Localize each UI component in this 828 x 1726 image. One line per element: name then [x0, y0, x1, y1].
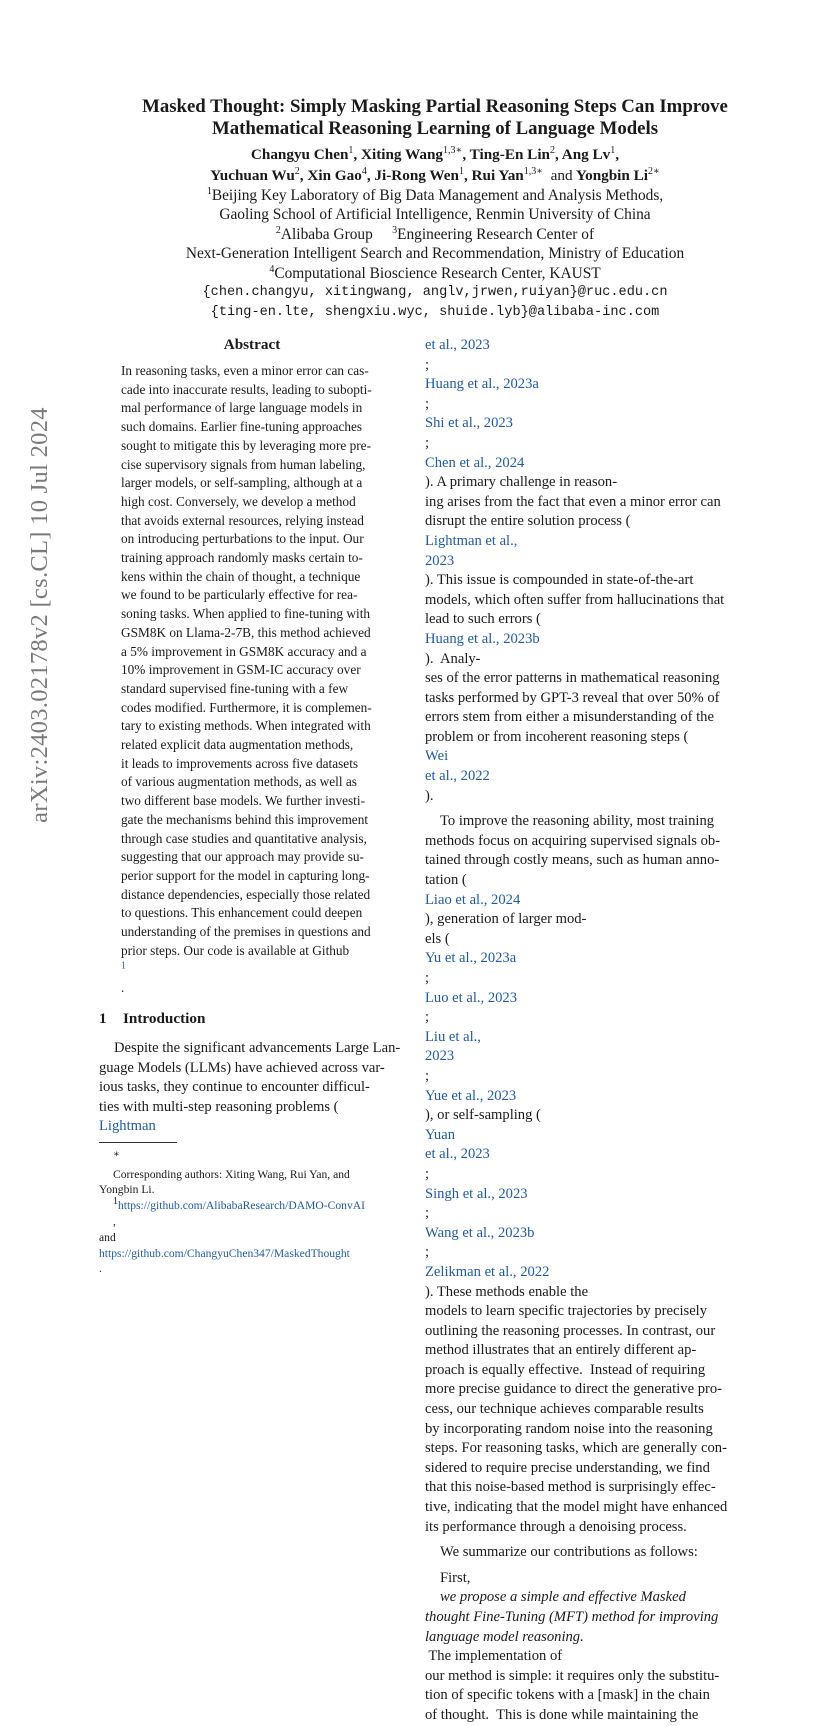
author-name: Ang Lv: [561, 146, 611, 163]
body-text: proach is equally effective. Instead of requiring: [425, 1361, 706, 1378]
abstract-line: through case studies and quantitative analysis,: [121, 830, 367, 846]
citation-link[interactable]: 2023: [425, 552, 455, 569]
paragraph-continued: [425, 336, 731, 806]
intro-text: ties with multi-step reasoning problems (: [99, 1098, 339, 1115]
paper-title: [90, 96, 780, 140]
paragraph-contribution-first: [425, 1569, 731, 1726]
intro-line: [99, 1098, 405, 1137]
body-text: tasks performed by GPT-3 reveal that over 50% of: [425, 689, 720, 706]
body-text: models to learn specific trajectories by precisely: [425, 1303, 708, 1320]
paper-header: [90, 96, 780, 323]
author-name: Ting-En Lin: [469, 146, 550, 163]
right-column: [425, 336, 731, 1726]
text-line: [425, 336, 731, 454]
citation-link[interactable]: et al., 2023: [425, 337, 490, 353]
body-text: tation (: [425, 872, 467, 889]
text-line: [425, 1302, 731, 1322]
abstract-line: on introducing perturbations to the input. Our: [121, 531, 364, 547]
body-text: tained through costly means, such as human anno-: [425, 852, 720, 869]
body-text: steps. For reasoning tasks, which are generally con-: [425, 1440, 727, 1457]
abstract-heading: Abstract: [223, 336, 281, 353]
footnote-text: Corresponding authors: Xiting Wang, Rui Yan, and: [113, 1167, 350, 1181]
body-text: ). This issue is compounded in state-of-the-art: [425, 572, 694, 589]
author-line-2: Yuchuan Wu$^2$, Xin Gao$^4$, Ji-Rong Wen$^1$, Rui Yan$^{1,3∗}$ and Yongbin $Li^{2∗}$: [210, 165, 660, 184]
citation-link[interactable]: Yu et al., 2023a: [425, 950, 517, 967]
body-text: ), generation of larger mod-: [425, 911, 587, 928]
title-line-1: Masked Thought: Simply Masking Partial Reasoning Steps Can Improve: [142, 96, 728, 117]
text-line: [425, 1478, 731, 1498]
body-text: The implementation of: [425, 1648, 563, 1665]
citation-link[interactable]: et al., 2022: [425, 768, 490, 785]
intro-paragraph: [99, 1039, 405, 1137]
github-link-damo[interactable]: https://github.com/AlibabaResearch/DAMO-ConvAI: [118, 1199, 365, 1213]
abstract-line: tary to existing methods. When integrated with: [121, 718, 371, 734]
citation-link[interactable]: 2023: [425, 1048, 455, 1065]
abstract-line: larger models, or self-sampling, although at a: [121, 475, 363, 491]
text-line: [425, 1047, 731, 1145]
abstract-line: suggesting that our approach may provide su-: [121, 849, 364, 865]
body-text: ), or self-sampling (: [425, 1107, 541, 1124]
text-line: [425, 1459, 731, 1479]
citation-link[interactable]: Luo et al., 2023: [425, 989, 518, 1006]
intro-text: Despite the significant advancements Large Lan-: [114, 1039, 401, 1056]
abstract-line: it leads to improvements across five datasets: [121, 755, 359, 771]
abstract-line: GSM8K on Llama-2-7B, this method achieved: [121, 624, 371, 640]
text-line: [425, 1608, 731, 1628]
author-name: Rui Yan: [471, 167, 524, 184]
emphasis-text: we propose a simple and effective Masked: [440, 1589, 686, 1606]
section-heading-introduction: [99, 1009, 405, 1029]
intro-line: [99, 1078, 405, 1098]
abstract-line: sought to mitigate this by leveraging more pre-: [121, 437, 371, 453]
arxiv-watermark: [20, 375, 60, 855]
body-text: more precise guidance to direct the generative pro-: [425, 1381, 723, 1398]
body-text: its performance through a denoising process.: [425, 1518, 687, 1535]
body-text: ;: [425, 1165, 433, 1182]
author-affil-mark: 1,3∗: [443, 144, 463, 156]
abstract-line: cade into inaccurate results, leading to subopti-: [121, 381, 372, 397]
abstract-line: standard supervised fine-tuning with a few: [121, 680, 349, 696]
email-line: {chen.changyu, xitingwang, anglv,jrwen,ruiyan}@ruc.edu.cn: [202, 285, 668, 301]
text-line: [425, 930, 731, 1048]
citation-link[interactable]: Liao et al., 2024: [425, 891, 521, 908]
citation-link[interactable]: Liu et al.,: [425, 1028, 481, 1045]
body-text: We summarize our contributions as follows:: [440, 1544, 698, 1561]
body-text: of thought. This is done while maintaining the: [425, 1706, 699, 1723]
text-line: [425, 1628, 731, 1667]
github-link-maskedthought[interactable]: https://github.com/ChangyuChen347/MaskedThought: [99, 1246, 350, 1260]
title-line-2: Mathematical Reasoning Learning of Language Models: [211, 118, 659, 139]
abstract-line: we found to be particularly effective for rea-: [121, 587, 358, 603]
footnote-ref[interactable]: 1: [121, 960, 126, 972]
text-line: [425, 1361, 731, 1381]
abstract-line: a 5% improvement in GSM8K accuracy and a: [121, 643, 367, 659]
text-line: [425, 1667, 731, 1687]
abstract-line: kens within the chain of thought, a technique: [121, 568, 361, 584]
affiliation-line: Gaoling School of Artificial Intelligence, Renmin University of China: [219, 206, 651, 224]
citation-link[interactable]: Chen et al., 2024: [425, 454, 525, 471]
emphasis-text: thought Fine-Tuning (MFT) method for improving: [425, 1609, 719, 1625]
abstract-line: [121, 942, 383, 998]
body-text: models, which often suffer from hallucinations that: [425, 591, 725, 608]
citation-link[interactable]: Wang et al., 2023b: [425, 1224, 535, 1241]
text-line: [425, 728, 731, 767]
body-text: methods focus on acquiring supervised signals ob-: [425, 832, 721, 849]
author-affil-mark: 2: [549, 144, 555, 156]
text-line: [425, 1400, 731, 1420]
body-text: ).: [425, 787, 434, 804]
affiliation-line: [90, 186, 780, 205]
affiliation-text: Computational Bioscience Research Center, KAUST: [274, 264, 601, 282]
author-name: Yongbin Li: [575, 167, 648, 184]
author-affil-mark: 2∗: [648, 165, 660, 177]
body-text: cess, our technique achieves comparable results: [425, 1401, 704, 1418]
author-affil-mark: 2: [294, 165, 300, 177]
abstract-line: codes modified. Furthermore, it is complemen-: [121, 699, 372, 715]
text-line: [425, 1439, 731, 1459]
body-text: outlining the reasoning processes. In contrast, our: [425, 1322, 716, 1339]
text-line: [425, 1322, 731, 1342]
email-list: [90, 283, 780, 323]
author-name: Xin Gao: [307, 167, 362, 184]
footnote-text: and: [99, 1230, 116, 1244]
footnote-mark: 1: [113, 1196, 118, 1208]
citation-link[interactable]: Shi et al., 2023: [425, 415, 513, 432]
body-text: ses of the error patterns in mathematical reasoning: [425, 670, 720, 687]
abstract-line: two different base models. We further investi-: [121, 793, 365, 809]
text-line: [425, 1420, 731, 1440]
body-text: lead to such errors (: [425, 611, 541, 628]
abstract-line: gate the mechanisms behind this improvement: [121, 811, 369, 827]
author-affil-mark: 1: [610, 144, 616, 156]
footnote-line: [99, 1151, 405, 1183]
affil-mark: 1: [206, 185, 212, 197]
abstract-line: mal performance of large language models in: [121, 400, 363, 416]
affiliation-text: Beijing Key Laboratory of Big Data Management and Analysis Methods,: [211, 187, 664, 204]
citation-link[interactable]: Singh et al., 2023: [425, 1185, 528, 1202]
footnote-text: ,: [113, 1215, 116, 1229]
body-text: To improve the reasoning ability, most training: [440, 813, 715, 830]
body-text: First,: [440, 1569, 475, 1586]
body-text: tive, indicating that the model might have enhanced: [425, 1499, 728, 1516]
text-line: [425, 1518, 731, 1538]
text-line: [425, 1263, 731, 1302]
abstract-body: [121, 362, 383, 998]
intro-line: [99, 1059, 405, 1079]
footnote-mark: ∗: [113, 1149, 120, 1161]
body-text: ). Analy-: [425, 650, 481, 667]
body-text: ). A primary challenge in reason-: [425, 474, 618, 491]
affiliation-list: [90, 186, 780, 283]
abstract-line: understanding of the premises in questions and: [121, 924, 371, 940]
footnote-divider: [99, 1142, 177, 1143]
footnote-line: Yongbin Li.: [99, 1183, 155, 1197]
author-line-1: Changyu Chen$^1$, Xiting Wang$^{1,3∗}$, Ting-En Lin$^2$, Ang Lv$^1$,: [250, 144, 620, 163]
text-line: [425, 832, 731, 852]
text-line: [425, 1341, 731, 1361]
body-text: ;: [425, 356, 433, 373]
author-and: and: [550, 167, 573, 184]
text-line: [425, 812, 731, 832]
author-list: [90, 144, 780, 186]
body-text: ;: [425, 970, 433, 986]
body-text: ). These methods enable the: [425, 1283, 589, 1300]
body-text: ing arises from the fact that even a minor error can: [425, 493, 721, 510]
abstract-line: to questions. This enhancement could deepen: [121, 905, 363, 921]
footnote-text: .: [99, 1262, 102, 1276]
citation-link[interactable]: Yuan: [425, 1126, 455, 1143]
text-line: [425, 1686, 731, 1706]
abstract-text: prior steps. Our code is available at Github: [121, 942, 350, 958]
text-line: [425, 1498, 731, 1518]
body-text: ;: [425, 434, 430, 451]
text-line: [425, 610, 731, 669]
citation-link[interactable]: Lightman: [99, 1118, 156, 1135]
body-text: ;: [425, 1244, 430, 1261]
email-line: {ting-en.lte, shengxiu.wyc, shuide.lyb}@alibaba-inc.com: [210, 305, 660, 321]
citation-link[interactable]: Huang et al., 2023a: [425, 376, 539, 393]
emphasis-text: language model reasoning.: [425, 1628, 584, 1645]
footnotes: [99, 1151, 405, 1277]
text-line: [425, 512, 731, 551]
affiliation-line: [90, 225, 780, 244]
body-text: errors stem from either a misunderstanding of the: [425, 709, 714, 726]
text-line: [425, 1380, 731, 1400]
arxiv-id-text: arXiv:2403.02178v2 [cs.CL] 10 Jul 2024: [26, 407, 53, 823]
abstract-line: such domains. Earlier fine-tuning approaches: [121, 419, 363, 435]
paragraph-reasoning-methods: [425, 812, 731, 1537]
author-affil-mark: 1,3∗: [523, 165, 544, 177]
citation-link[interactable]: Zelikman et al., 2022: [425, 1263, 550, 1280]
text-line: [425, 493, 731, 513]
text-line: [425, 591, 731, 611]
body-text: our method is simple: it requires only the substitu-: [425, 1667, 720, 1684]
body-text: ;: [425, 1067, 433, 1084]
citation-link[interactable]: Yue et al., 2023: [425, 1087, 517, 1104]
citation-link[interactable]: Huang et al., 2023b: [425, 630, 540, 647]
text-line: [425, 1145, 731, 1263]
text-line: [425, 454, 731, 493]
abstract-line: 10% improvement in GSM-IC accuracy over: [121, 662, 361, 678]
affiliation-text: Engineering Research Center of: [397, 225, 595, 243]
abstract-text: .: [121, 980, 125, 996]
body-text: tion of specific tokens with a [mask] in the chain: [425, 1687, 710, 1704]
text-line: [425, 851, 731, 871]
footnote-line: [99, 1230, 405, 1277]
abstract-line: high cost. Conversely, we develop a method: [121, 493, 356, 509]
affil-mark: 4: [269, 263, 275, 275]
abstract-line: perior support for the model in capturing long-: [121, 867, 370, 883]
intro-line: [99, 1039, 405, 1059]
author-name: Yuchuan Wu: [210, 167, 295, 184]
abstract-line: In reasoning tasks, even a minor error can cas-: [121, 363, 369, 378]
section-number: 1: [99, 1009, 107, 1027]
text-line: [425, 767, 731, 806]
text-line: [425, 689, 731, 709]
footnote-line: [99, 1198, 405, 1230]
body-text: method illustrates that an entirely different ap-: [425, 1342, 697, 1359]
author-affil-mark: 4: [361, 165, 367, 177]
text-line: [425, 552, 731, 591]
abstract-line: of various augmentation methods, as well as: [121, 774, 357, 790]
body-text: els (: [425, 930, 450, 947]
text-line: [425, 669, 731, 689]
text-line: [425, 871, 731, 930]
paragraph-summary-lead: [425, 1543, 731, 1563]
body-text: problem or from incoherent reasoning steps (: [425, 728, 689, 745]
author-affil-mark: 1: [348, 144, 354, 156]
affiliation-line: Next-Generation Intelligent Search and Recommendation, Ministry of Education: [185, 245, 685, 263]
text-line: [425, 1706, 731, 1726]
author-name: Xiting Wang: [361, 146, 444, 163]
abstract-line: related explicit data augmentation methods,: [121, 737, 354, 753]
body-text: disrupt the entire solution process (: [425, 513, 631, 530]
text-line: [425, 708, 731, 728]
affiliation-line: [90, 264, 780, 283]
author-name: Ji-Rong Wen: [374, 167, 459, 184]
citation-link[interactable]: Lightman et al.,: [425, 532, 518, 549]
section-title: Introduction: [123, 1009, 206, 1027]
affil-mark: 3: [392, 224, 398, 236]
body-text: ;: [425, 1205, 433, 1222]
author-affil-mark: 1: [458, 165, 464, 177]
citation-link[interactable]: et al., 2023: [425, 1146, 490, 1163]
citation-link[interactable]: Wei: [425, 748, 449, 765]
body-text: ;: [425, 395, 433, 412]
text-line: [425, 1569, 731, 1608]
text-line: [425, 1543, 731, 1563]
abstract-line: that avoids external resources, relying instead: [121, 512, 364, 528]
intro-text: ious tasks, they continue to encounter difficul-: [99, 1079, 370, 1096]
body-text: that this noise-based method is surprisingly effec-: [425, 1479, 716, 1496]
affiliation-text: Alibaba Group: [280, 225, 373, 243]
left-column: [99, 335, 405, 1277]
affil-mark: 2: [275, 224, 281, 236]
intro-text: guage Models (LLMs) have achieved across var-: [99, 1059, 385, 1076]
abstract-line: distance dependencies, especially those related: [121, 886, 371, 902]
body-text: by incorporating random noise into the reasoning: [425, 1420, 713, 1437]
author-name: Changyu Chen: [250, 146, 349, 163]
body-text: sidered to require precise understanding, we find: [425, 1459, 710, 1476]
abstract-line: cise supervisory signals from human labeling,: [121, 456, 366, 472]
abstract-line: soning tasks. When applied to fine-tuning with: [121, 606, 371, 622]
body-text: ;: [425, 1009, 433, 1026]
abstract-line: training approach randomly masks certain to-: [121, 550, 363, 566]
